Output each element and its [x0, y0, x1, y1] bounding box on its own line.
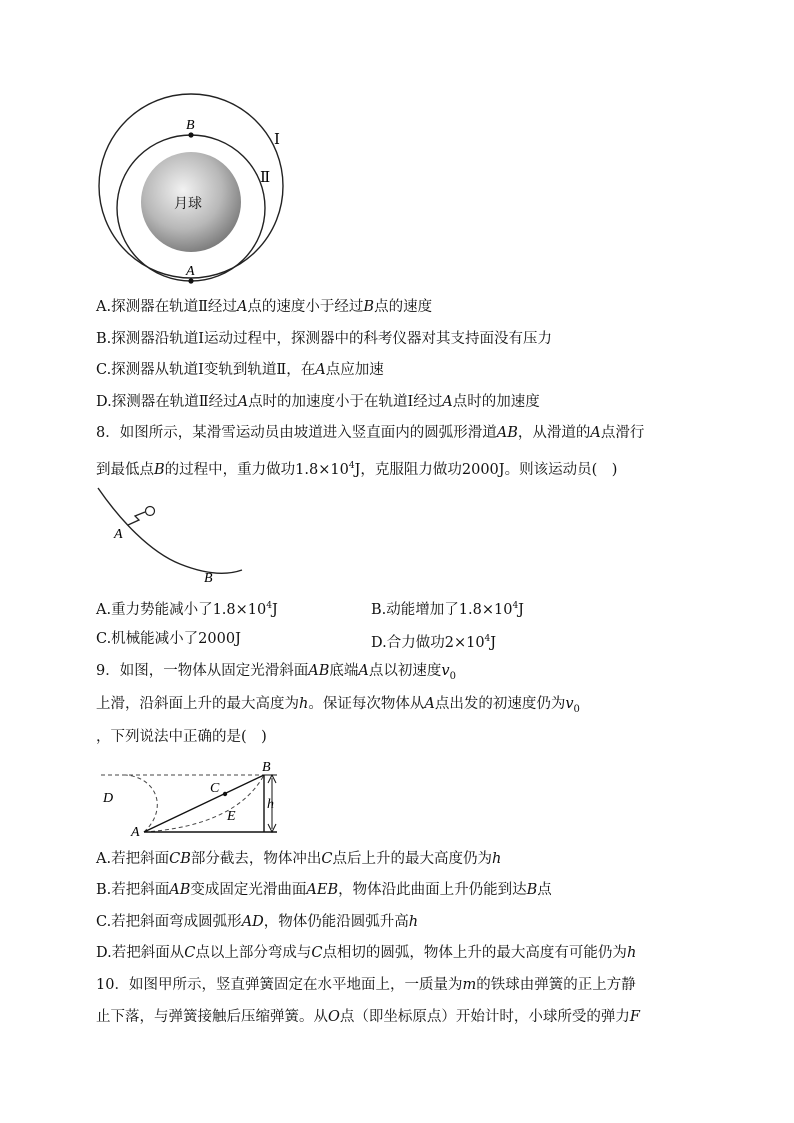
q9-option-b: B.若把斜面AB变成固定光滑曲面AEB，物体沿此曲面上升仍能到达B点	[96, 882, 552, 898]
point-a	[188, 278, 193, 283]
skier-body	[128, 512, 145, 525]
point-c	[223, 792, 227, 796]
skier-head	[146, 507, 155, 516]
label-a: A	[114, 527, 123, 542]
label-h: h	[267, 797, 274, 812]
label-orbit-two: Ⅱ	[260, 170, 271, 186]
q8-option-c: C.机械能减小了2000J	[96, 631, 241, 647]
label-b: B	[262, 760, 271, 775]
q8-stem-line1: 8．如图所示，某滑雪运动员由坡道进入竖直面内的圆弧形滑道AB，从滑道的A点滑行	[96, 425, 645, 441]
q9-option-a: A.若把斜面CB部分截去，物体冲出C点后上升的最大高度仍为h	[96, 851, 502, 867]
point-b	[188, 132, 193, 137]
q9-stem-line3: ，下列说法中正确的是( )	[96, 729, 267, 745]
q8-stem-line2: 到最低点B的过程中，重力做功$1.8\times 10^4J$，克服阻力做功2000J。则该运动员( )	[96, 461, 618, 478]
label-c: C	[210, 781, 220, 796]
ski-slope-figure	[90, 480, 260, 590]
q9-stem-line1: 9．如图，一物体从固定光滑斜面AB底端A点以初速度$v_0$	[96, 663, 456, 682]
q8-option-b: B.动能增加了$1.8\times 10^4J$	[371, 601, 524, 618]
q9-option-d: D.若把斜面从C点以上部分弯成与C点相切的圆弧，物体上升的最大高度有可能仍为h	[96, 945, 637, 961]
moon-label: 月球	[174, 197, 202, 212]
label-orbit-one: Ⅰ	[274, 132, 280, 148]
label-a: A	[131, 825, 140, 838]
q10-stem-line1: 10．如图甲所示，竖直弹簧固定在水平地面上，一质量为m的铁球由弹簧的正上方静	[96, 977, 636, 993]
label-d: D	[103, 791, 114, 806]
q7-option-b: B.探测器沿轨道Ⅰ运动过程中，探测器中的科考仪器对其支持面没有压力	[96, 331, 552, 347]
q7-option-d: D.探测器在轨道Ⅱ经过A点时的加速度小于在轨道Ⅰ经过A点时的加速度	[96, 394, 540, 410]
q8-option-a: A.重力势能减小了$1.8\times 10^4J$	[96, 601, 278, 618]
incline-figure	[96, 758, 296, 838]
orbit-figure	[90, 90, 300, 290]
incline-ab	[144, 775, 264, 832]
q8-option-d: D.合力做功$2\times 10^4J$	[371, 634, 497, 651]
label-e: E	[227, 809, 236, 824]
arc-ad	[126, 775, 157, 832]
q9-option-c: C.若把斜面弯成圆弧形AD，物体仍能沿圆弧升高h	[96, 914, 419, 930]
label-b: B	[204, 571, 213, 586]
label-a: A	[186, 264, 195, 279]
q7-option-a: A.探测器在轨道Ⅱ经过A点的速度小于经过B点的速度	[96, 299, 433, 315]
q10-stem-line2: 止下落，与弹簧接触后压缩弹簧。从O点（即坐标原点）开始计时，小球所受的弹力F	[96, 1009, 640, 1025]
label-b: B	[186, 118, 195, 133]
q9-stem-line2: 上滑，沿斜面上升的最大高度为h。保证每次物体从A点出发的初速度仍为$v_0$	[96, 696, 580, 715]
q7-option-c: C.探测器从轨道Ⅰ变轨到轨道Ⅱ，在A点应加速	[96, 362, 384, 378]
